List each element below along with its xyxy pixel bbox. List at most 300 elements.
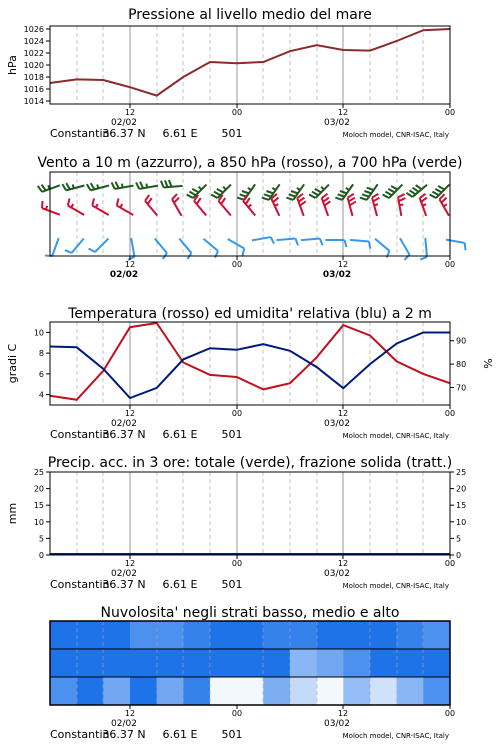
barb-half-feather bbox=[275, 204, 279, 206]
barb-half-feather bbox=[146, 184, 147, 188]
barb-half-feather bbox=[120, 204, 122, 207]
panel-1 bbox=[6, 7, 455, 140]
barb-feather bbox=[300, 201, 306, 205]
day-label: 02/02 bbox=[111, 569, 137, 579]
barb-feather bbox=[369, 241, 370, 248]
barb-feather bbox=[416, 185, 422, 189]
barb-feather bbox=[42, 201, 43, 208]
y-tick-label: 0 bbox=[38, 551, 44, 560]
barb-half-feather bbox=[73, 184, 74, 188]
y-tick-label: 1024 bbox=[23, 37, 44, 46]
barb-feather bbox=[398, 194, 405, 197]
cloud-cell bbox=[130, 621, 157, 649]
y-axis-label: gradi C bbox=[6, 343, 19, 384]
cloud-cell bbox=[157, 649, 184, 677]
barb-staff bbox=[72, 238, 84, 253]
barb-staff bbox=[446, 240, 465, 243]
day-label: 03/02 bbox=[322, 270, 352, 280]
barb-feather bbox=[264, 194, 271, 196]
cloud-cell bbox=[210, 649, 237, 677]
cloud-cell bbox=[317, 621, 344, 649]
barb-feather bbox=[340, 191, 347, 193]
y-tick-label: 15 bbox=[33, 501, 44, 511]
x-tick-label: 00 bbox=[231, 559, 243, 568]
barb-feather bbox=[309, 194, 315, 198]
y-tick-label: 5 bbox=[38, 534, 44, 544]
wind-barb bbox=[420, 194, 427, 216]
barb-feather bbox=[273, 197, 278, 202]
barb-feather bbox=[117, 198, 119, 205]
wind-barb bbox=[297, 194, 306, 216]
barb-staff bbox=[42, 208, 60, 214]
x-tick-label: 00 bbox=[444, 709, 456, 718]
barb-feather bbox=[242, 249, 244, 256]
cloud-cell bbox=[317, 677, 344, 705]
location-lon: 6.61 E bbox=[162, 578, 198, 591]
x-tick-label: 12 bbox=[124, 260, 136, 269]
barb-half-feather bbox=[374, 204, 378, 205]
panel-5 bbox=[50, 605, 455, 741]
wind-barb bbox=[87, 183, 109, 190]
barb-feather bbox=[242, 191, 249, 193]
barb-feather bbox=[65, 250, 72, 253]
model-credit: Moloch model, CNR-ISAC, Italy bbox=[342, 131, 449, 139]
barb-feather bbox=[349, 198, 355, 202]
panel-title: Precip. acc. in 3 ore: totale (verde), frazione solida (tratt.) bbox=[47, 455, 453, 471]
barb-feather bbox=[360, 198, 367, 200]
wind-barb bbox=[194, 195, 206, 216]
cloud-cell bbox=[130, 649, 157, 677]
barb-feather bbox=[187, 194, 193, 198]
barb-feather bbox=[315, 189, 321, 193]
barb-feather bbox=[364, 191, 371, 193]
barb-feather bbox=[169, 180, 172, 187]
x-tick-label: 12 bbox=[337, 108, 349, 117]
barb-staff bbox=[243, 201, 255, 216]
x-tick-label: 12 bbox=[124, 709, 136, 718]
barb-feather bbox=[442, 198, 447, 203]
barb-feather bbox=[367, 188, 374, 190]
barb-feather bbox=[246, 198, 250, 204]
barb-feather bbox=[262, 198, 269, 200]
y2-axis-label: % bbox=[482, 358, 495, 369]
wind-barb bbox=[92, 198, 108, 215]
barb-feather bbox=[373, 198, 379, 202]
cloud-cell bbox=[50, 677, 77, 705]
barb-feather bbox=[388, 189, 394, 193]
y2-tick-label: 25 bbox=[456, 468, 467, 477]
barb-feather bbox=[42, 185, 46, 191]
y2-tick-label: 80 bbox=[456, 360, 467, 370]
barb-feather bbox=[410, 190, 416, 194]
barb-feather bbox=[345, 240, 347, 247]
barb-feather bbox=[385, 192, 391, 196]
y-tick-label: 8 bbox=[38, 349, 44, 359]
barb-half-feather bbox=[46, 206, 47, 210]
y-tick-label: 4 bbox=[38, 390, 44, 400]
x-tick-label: 12 bbox=[124, 559, 136, 568]
location-alt: 501 bbox=[221, 127, 243, 140]
barb-staff bbox=[375, 239, 390, 251]
barb-half-feather bbox=[71, 204, 73, 207]
x-tick-label: 00 bbox=[444, 260, 456, 269]
cloud-cell bbox=[210, 621, 237, 649]
barb-staff bbox=[301, 239, 320, 241]
barb-staff bbox=[277, 239, 296, 241]
panel-3 bbox=[6, 306, 495, 441]
cloud-cell bbox=[370, 677, 397, 705]
barb-staff bbox=[92, 206, 108, 216]
y-tick-label: 10 bbox=[33, 517, 44, 527]
barb-feather bbox=[420, 257, 427, 260]
cloud-cell bbox=[290, 677, 317, 705]
cloud-cell bbox=[397, 621, 424, 649]
cloud-cell bbox=[263, 621, 290, 649]
location-alt: 501 bbox=[221, 578, 243, 591]
panel-title: Vento a 10 m (azzurro), a 850 hPa (rosso), a 700 hPa (verde) bbox=[37, 155, 463, 171]
barb-half-feather bbox=[444, 204, 447, 206]
barb-staff bbox=[252, 237, 271, 240]
barb-feather bbox=[299, 198, 305, 202]
barb-feather bbox=[136, 182, 139, 189]
wind-barb bbox=[271, 194, 279, 216]
wind-barb bbox=[203, 239, 218, 258]
wind-barb bbox=[161, 180, 183, 187]
wind-barb bbox=[430, 185, 450, 198]
x-tick-label: 12 bbox=[124, 409, 136, 418]
location-lon: 6.61 E bbox=[162, 127, 198, 140]
barb-staff bbox=[95, 239, 108, 252]
y-tick-label: 6 bbox=[38, 369, 44, 379]
barb-feather bbox=[174, 198, 179, 203]
cloud-cell bbox=[183, 649, 210, 677]
barb-feather bbox=[266, 191, 273, 193]
barb-feather bbox=[145, 195, 149, 201]
barb-feather bbox=[291, 191, 298, 193]
location-lon: 6.61 E bbox=[162, 428, 198, 441]
location-lon: 6.61 E bbox=[162, 728, 198, 741]
y-axis-label: mm bbox=[6, 502, 19, 525]
cloud-cell bbox=[77, 677, 104, 705]
barb-feather bbox=[165, 180, 168, 187]
location-alt: 501 bbox=[221, 728, 243, 741]
location-name: Constantin bbox=[50, 728, 110, 741]
barb-half-feather bbox=[248, 205, 251, 208]
barb-half-feather bbox=[97, 184, 98, 188]
panel-title: Temperatura (rosso) ed umidita' relativa (blu) a 2 m bbox=[68, 306, 432, 322]
location-name: Constantin bbox=[50, 428, 110, 441]
barb-half-feather bbox=[122, 184, 123, 188]
barb-staff bbox=[350, 240, 369, 242]
barb-feather bbox=[214, 192, 220, 196]
cloud-cell bbox=[290, 621, 317, 649]
barb-feather bbox=[432, 192, 438, 196]
panel-title: Pressione al livello medio del mare bbox=[128, 7, 372, 23]
barb-half-feather bbox=[272, 188, 275, 190]
model-credit: Moloch model, CNR-ISAC, Italy bbox=[342, 582, 449, 590]
cloud-cell bbox=[50, 649, 77, 677]
barb-feather bbox=[413, 188, 419, 192]
cloud-cell bbox=[103, 649, 130, 677]
wind-barb bbox=[446, 240, 465, 251]
barb-staff bbox=[52, 238, 58, 256]
barb-feather bbox=[62, 184, 66, 190]
barb-feather bbox=[338, 194, 345, 196]
barb-feather bbox=[215, 251, 218, 258]
plot-frame bbox=[50, 172, 450, 256]
wind-barb bbox=[348, 194, 356, 216]
barb-feather bbox=[172, 194, 177, 199]
panel-2 bbox=[37, 155, 465, 280]
cloud-cell bbox=[290, 649, 317, 677]
cloud-cell bbox=[423, 621, 450, 649]
barb-staff bbox=[194, 201, 206, 216]
barb-feather bbox=[335, 198, 342, 200]
barb-half-feather bbox=[346, 188, 349, 190]
day-label: 02/02 bbox=[109, 270, 139, 280]
wind-barb bbox=[172, 194, 182, 216]
x-tick-label: 00 bbox=[444, 559, 456, 568]
day-label: 02/02 bbox=[111, 719, 137, 729]
wind-barb bbox=[145, 195, 157, 216]
barb-feather bbox=[89, 248, 95, 252]
barb-feather bbox=[435, 189, 441, 193]
barb-half-feather bbox=[399, 204, 403, 205]
y-tick-label: 1022 bbox=[23, 49, 44, 58]
y2-tick-label: 90 bbox=[456, 336, 467, 346]
cloud-cell bbox=[370, 621, 397, 649]
x-tick-label: 12 bbox=[337, 409, 349, 418]
barb-half-feather bbox=[96, 204, 98, 207]
barb-half-feather bbox=[297, 188, 300, 190]
wind-barb bbox=[322, 194, 331, 216]
x-tick-label: 12 bbox=[124, 108, 136, 117]
barb-feather bbox=[286, 198, 293, 200]
barb-feather bbox=[112, 182, 115, 189]
wind-barb bbox=[136, 182, 158, 189]
y-tick-label: 1016 bbox=[23, 85, 44, 94]
cloud-cell bbox=[183, 621, 210, 649]
x-tick-label: 00 bbox=[444, 409, 456, 418]
barb-staff bbox=[145, 201, 157, 216]
cloud-cell bbox=[77, 621, 104, 649]
barb-feather bbox=[323, 198, 329, 202]
wind-barb bbox=[335, 184, 353, 200]
cloud-cell bbox=[183, 677, 210, 705]
barb-feather bbox=[406, 193, 412, 197]
barb-feather bbox=[383, 194, 389, 198]
wind-barb bbox=[286, 184, 304, 200]
y-tick-label: 1014 bbox=[23, 97, 44, 106]
cloud-cell bbox=[370, 649, 397, 677]
wind-barb bbox=[62, 183, 84, 190]
barb-feather bbox=[350, 202, 356, 206]
barb-feather bbox=[92, 198, 94, 205]
barb-feather bbox=[68, 198, 70, 205]
barb-half-feather bbox=[48, 185, 49, 189]
barb-feather bbox=[421, 198, 427, 202]
wind-barb bbox=[372, 194, 379, 216]
plot-frame bbox=[50, 472, 450, 555]
wind-barb bbox=[277, 239, 299, 246]
barb-feather bbox=[387, 251, 390, 258]
y2-tick-label: 15 bbox=[456, 501, 467, 511]
barb-staff bbox=[228, 239, 244, 249]
y-tick-label: 20 bbox=[33, 484, 44, 494]
location-name: Constantin bbox=[50, 578, 110, 591]
x-tick-label: 00 bbox=[231, 260, 243, 269]
wind-barb bbox=[243, 195, 255, 216]
day-label: 03/02 bbox=[324, 569, 350, 579]
y-axis-label: hPa bbox=[6, 55, 19, 75]
y-tick-label: 25 bbox=[33, 468, 44, 477]
wind-barb bbox=[440, 194, 450, 216]
location-lat: 36.37 N bbox=[102, 127, 146, 140]
barb-feather bbox=[197, 198, 201, 204]
barb-feather bbox=[66, 183, 70, 189]
wind-barb bbox=[38, 185, 60, 192]
barb-feather bbox=[348, 194, 354, 198]
cloud-cell bbox=[237, 649, 264, 677]
wind-barb bbox=[219, 195, 231, 216]
cloud-cell bbox=[423, 677, 450, 705]
barb-staff bbox=[179, 238, 191, 253]
wind-barb bbox=[65, 238, 84, 253]
barb-feather bbox=[91, 183, 95, 189]
barb-feather bbox=[211, 194, 217, 198]
barb-feather bbox=[189, 192, 195, 196]
y2-tick-label: 10 bbox=[456, 517, 467, 527]
cloud-cell bbox=[343, 649, 370, 677]
series-line-1 bbox=[50, 29, 450, 96]
barb-feather bbox=[271, 237, 274, 244]
y-tick-label: 1018 bbox=[23, 73, 44, 82]
barb-feather bbox=[116, 182, 119, 189]
wind-barb bbox=[301, 239, 323, 246]
day-label: 03/02 bbox=[324, 719, 350, 729]
cloud-cell bbox=[263, 649, 290, 677]
cloud-cell bbox=[130, 677, 157, 705]
wind-barb bbox=[42, 201, 60, 215]
cloud-cell bbox=[263, 677, 290, 705]
location-lat: 36.37 N bbox=[102, 578, 146, 591]
cloud-cell bbox=[397, 649, 424, 677]
wind-barb bbox=[89, 239, 109, 252]
location-name: Constantin bbox=[50, 127, 110, 140]
barb-half-feather bbox=[223, 187, 226, 190]
barb-feather bbox=[430, 194, 436, 198]
day-label: 02/02 bbox=[111, 419, 137, 429]
y2-tick-label: 20 bbox=[456, 484, 467, 494]
barb-feather bbox=[438, 186, 444, 190]
x-tick-label: 00 bbox=[444, 108, 456, 117]
cloud-cell bbox=[343, 621, 370, 649]
barb-feather bbox=[465, 243, 466, 250]
barb-feather bbox=[87, 184, 91, 190]
barb-staff bbox=[203, 239, 218, 251]
cloud-cell bbox=[343, 677, 370, 705]
barb-feather bbox=[372, 194, 378, 198]
location-lat: 36.37 N bbox=[102, 428, 146, 441]
cloud-cell bbox=[237, 677, 264, 705]
y2-tick-label: 5 bbox=[456, 534, 462, 544]
barb-feather bbox=[320, 239, 323, 246]
barb-staff bbox=[425, 238, 427, 257]
cloud-cell bbox=[317, 649, 344, 677]
wind-barb bbox=[128, 238, 135, 260]
model-credit: Moloch model, CNR-ISAC, Italy bbox=[342, 432, 449, 440]
x-tick-label: 12 bbox=[337, 709, 349, 718]
wind-barb bbox=[360, 184, 378, 200]
wind-barb bbox=[117, 198, 133, 215]
barb-feather bbox=[322, 194, 328, 198]
cloud-cell bbox=[157, 621, 184, 649]
barb-staff bbox=[440, 199, 450, 215]
wind-barb bbox=[375, 239, 390, 258]
wind-barb bbox=[45, 238, 59, 256]
plot-frame bbox=[50, 26, 450, 104]
plot-frame bbox=[50, 322, 450, 405]
barb-staff bbox=[131, 238, 134, 257]
cloud-cell bbox=[210, 677, 237, 705]
series-line-2 bbox=[50, 333, 450, 399]
barb-feather bbox=[362, 194, 369, 196]
wind-barb bbox=[228, 239, 244, 256]
barb-half-feather bbox=[248, 188, 251, 190]
barb-feather bbox=[399, 198, 406, 201]
cloud-cell bbox=[423, 649, 450, 677]
location-alt: 501 bbox=[221, 428, 243, 441]
y-tick-label: 1020 bbox=[23, 61, 44, 70]
cloud-cell bbox=[397, 677, 424, 705]
x-tick-label: 00 bbox=[231, 108, 243, 117]
barb-half-feather bbox=[199, 187, 202, 190]
wind-barb bbox=[398, 194, 405, 216]
day-label: 02/02 bbox=[111, 118, 137, 128]
series-line-1 bbox=[50, 323, 450, 400]
day-label: 03/02 bbox=[324, 118, 350, 128]
barb-staff bbox=[68, 206, 84, 216]
barb-feather bbox=[161, 181, 164, 188]
cloud-cell bbox=[237, 621, 264, 649]
barb-feather bbox=[140, 182, 143, 189]
panel-4 bbox=[6, 455, 466, 591]
cloud-cell bbox=[77, 649, 104, 677]
barb-half-feather bbox=[321, 187, 324, 190]
day-label: 03/02 bbox=[324, 419, 350, 429]
x-tick-label: 12 bbox=[337, 559, 349, 568]
barb-feather bbox=[221, 198, 225, 204]
wind-barb bbox=[68, 198, 84, 215]
wind-barb bbox=[350, 240, 370, 249]
barb-feather bbox=[192, 189, 198, 193]
barb-staff bbox=[117, 206, 133, 216]
barb-feather bbox=[324, 201, 330, 205]
barb-staff bbox=[400, 238, 410, 254]
barb-feather bbox=[295, 239, 298, 246]
x-tick-label: 00 bbox=[231, 409, 243, 418]
y2-tick-label: 0 bbox=[456, 551, 462, 560]
barb-feather bbox=[148, 198, 152, 204]
x-tick-label: 12 bbox=[337, 260, 349, 269]
barb-feather bbox=[217, 189, 223, 193]
barb-feather bbox=[38, 186, 42, 192]
wind-barb bbox=[400, 238, 410, 260]
x-tick-label: 00 bbox=[231, 709, 243, 718]
barb-half-feather bbox=[422, 204, 426, 205]
barb-staff bbox=[172, 199, 182, 215]
panel-title: Nuvolosita' negli strati basso, medio e alto bbox=[100, 605, 400, 621]
